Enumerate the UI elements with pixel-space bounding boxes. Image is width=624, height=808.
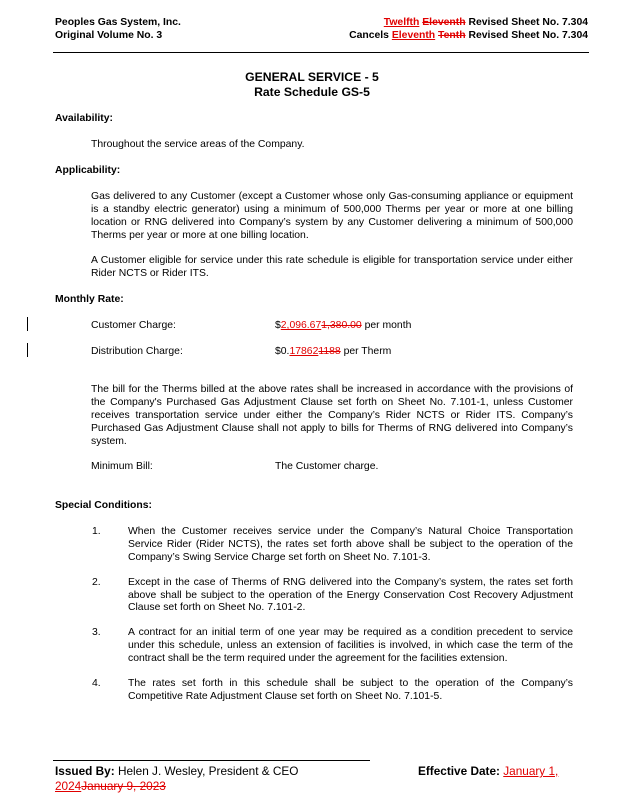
- effective-date-inserted-line2: 2024: [55, 779, 82, 793]
- minimum-bill-label: Minimum Bill:: [91, 461, 153, 472]
- special-condition-text: When the Customer receives service under the Company’s Natural Choice Transportation Service Rider (Rider NCTS), the rates set forth above shall be subject to the operation of the Company’s Swing Service Charge set forth on Sheet No. 7.101-3.: [128, 526, 573, 563]
- monthly-rate-heading: Monthly Rate:: [55, 294, 124, 305]
- applicability-paragraph-1: Gas delivered to any Customer (except a Customer whose only Gas-consuming appliance or equipment is a standby electric generator) using a minimum of 500,000 Therms per year or more at one billing location or RNG delivered into Company’s system by any Customer delivering a minimum of 500,000 Therms per year or more at one billing location.: [91, 191, 573, 241]
- availability-text: Throughout the service areas of the Company.: [91, 139, 305, 150]
- effective-date-deleted: January 9, 2023: [81, 779, 166, 793]
- cancels-inserted-text: Eleventh: [391, 30, 436, 41]
- special-condition-number: 1.: [92, 526, 101, 537]
- distribution-charge-label: Distribution Charge:: [91, 346, 183, 357]
- special-condition-text: A contract for an initial term of one year may be required as a condition precedent to service under this schedule, unless an extension of facilities is involved, in which case the term of the contract shall be the term required under the agreement for the facilities extension.: [128, 627, 573, 665]
- change-bar: [27, 317, 28, 331]
- special-condition-text: Except in the case of Therms of RNG delivered into the Company’s system, the rates set forth above shall be subject to the operation of the Energy Conservation Cost Recovery Adjustment Clause set forth on Sheet No. 7.101-2.: [128, 576, 573, 614]
- special-condition-number: 2.: [92, 576, 101, 588]
- cancels-prefix: Cancels: [349, 30, 392, 41]
- effective-date: [418, 764, 558, 779]
- company-name: Peoples Gas System, Inc.: [55, 17, 181, 28]
- effective-date-label: Effective Date:: [418, 764, 500, 778]
- schedule-title: GENERAL SERVICE - 5: [245, 70, 379, 84]
- issued-by: [55, 764, 298, 779]
- cancels-sheet-number: [349, 30, 588, 43]
- effective-date-continued: [55, 779, 166, 794]
- special-condition-item: [55, 526, 573, 565]
- issued-by-label: Issued By:: [55, 764, 115, 778]
- header-rule: [53, 52, 589, 53]
- customer-charge-inserted: 2,096.67: [280, 320, 322, 331]
- sheet-inserted-text: Twelfth: [383, 17, 420, 28]
- revised-sheet-number: [384, 17, 588, 30]
- special-conditions-list: [55, 526, 573, 716]
- distribution-charge-inserted: 17862: [289, 346, 319, 357]
- cancels-deleted-text: Tenth: [438, 30, 466, 41]
- customer-charge-value: [275, 320, 411, 333]
- volume-number: Original Volume No. 3: [55, 30, 163, 41]
- special-condition-item: [55, 678, 573, 704]
- special-condition-item: [55, 577, 573, 616]
- applicability-heading: Applicability:: [55, 165, 121, 176]
- customer-charge-unit: per month: [361, 320, 412, 331]
- availability-heading: Availability:: [55, 113, 113, 124]
- sheet-deleted-text: Eleventh: [422, 17, 466, 28]
- special-condition-number: 4.: [92, 678, 101, 690]
- distribution-charge-value: [275, 346, 391, 359]
- footer-rule: [53, 760, 370, 761]
- sheet-suffix: Revised Sheet No. 7.304: [465, 17, 588, 28]
- distribution-charge-prefix: $0.: [275, 346, 290, 357]
- distribution-charge-unit: per Therm: [340, 346, 392, 357]
- special-condition-number: 3.: [92, 627, 101, 639]
- purchased-gas-adjustment-paragraph: The bill for the Therms billed at the above rates shall be increased in accordance with the provisions of the Company's Purchased Gas Adjustment Clause set forth on Sheet No. 7.101-1, unless Customer receives transportation service under either the Company’s Rider NCTS or Rider ITS. Company’s Purchased Gas Adjustment Clause shall not apply to bills for Therms of RNG delivered into Company’s system.: [91, 384, 573, 447]
- schedule-subtitle: Rate Schedule GS-5: [254, 85, 370, 100]
- customer-charge-deleted: 1,380.00: [321, 320, 362, 331]
- distribution-charge-deleted: 1188: [318, 346, 341, 357]
- change-bar: [27, 343, 28, 357]
- special-condition-text: The rates set forth in this schedule shall be subject to the operation of the Company’s Competitive Rate Adjustment Clause set forth on Sheet No. 7.101-5.: [128, 678, 573, 702]
- effective-date-inserted-line1: January 1,: [503, 764, 559, 778]
- page-title: [0, 70, 624, 101]
- customer-charge-label: Customer Charge:: [91, 320, 176, 331]
- cancels-suffix: Revised Sheet No. 7.304: [465, 30, 588, 41]
- special-condition-item: [55, 627, 573, 666]
- minimum-bill-value: The Customer charge.: [275, 461, 379, 472]
- issued-by-value: Helen J. Wesley, President & CEO: [117, 764, 299, 778]
- currency-symbol: $: [275, 320, 281, 331]
- applicability-paragraph-2: A Customer eligible for service under this rate schedule is eligible for transportation service under either Rider NCTS or Rider ITS.: [91, 255, 573, 279]
- special-conditions-heading: Special Conditions:: [55, 500, 152, 511]
